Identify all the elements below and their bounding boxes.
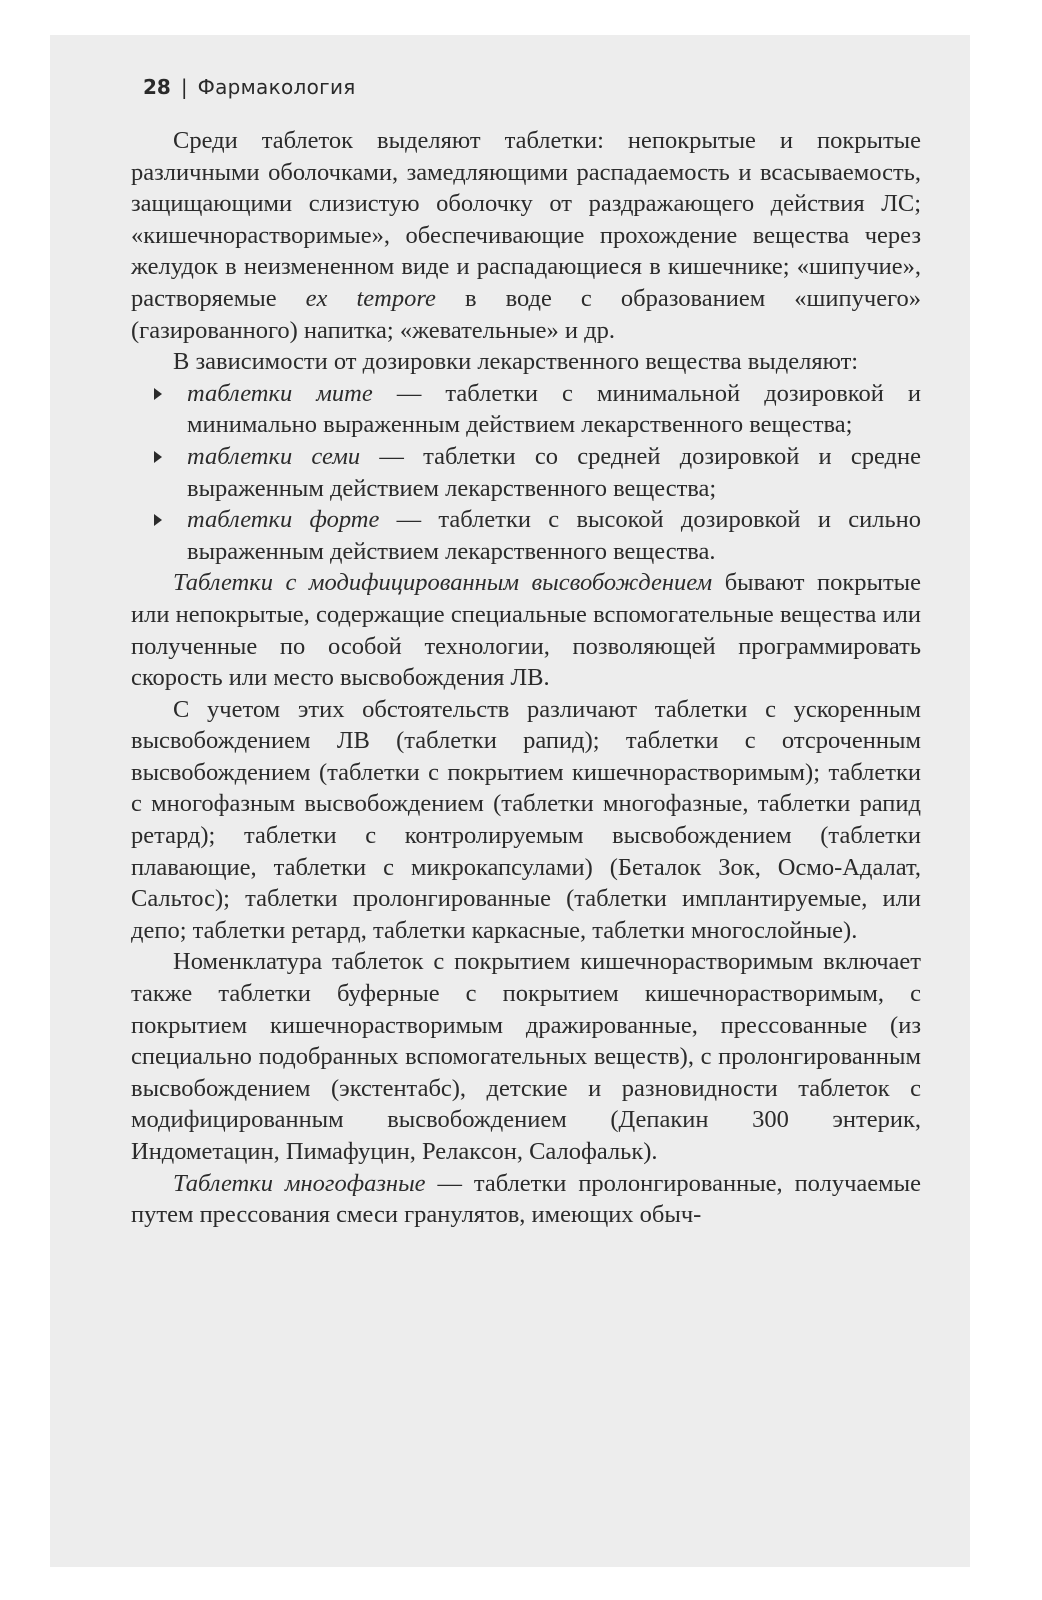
bullet-triangle-icon: [154, 514, 162, 526]
running-header: [143, 75, 356, 99]
latin-phrase: ex tempore: [305, 284, 436, 312]
paragraph-1: Среди таблеток выделяют таблетки: непокрытые и покрытые различными оболочками, замедляющими распадаемость и всасываемость, защищающими слизистую оболочку от раздражающего действия ЛС; «кишечнорастворимые», обеспечивающие прохождение вещества через желудок в неизмененном виде и распадающиеся в кишечнике; «шипучие», растворяемые ex tempore в воде с образованием «шипучего» (газированного) напитка; «жевательные» и др.: [131, 127, 922, 344]
bullet-triangle-icon: [154, 451, 162, 463]
list-term: таблетки форте: [187, 506, 380, 534]
header-title: Фармакология: [197, 75, 356, 99]
list-item: таблетки мите — таблетки с минимальной дозировкой и минимально выраженным действием лекарственного вещества;: [131, 378, 921, 441]
paragraph-3: Таблетки с модифицированным высвобождением бывают покрытые или непокрытые, содержащие специальные вспомогательные вещества или полученные по особой технологии, позволяющей программировать скорость или место высвобождения ЛВ.: [131, 569, 921, 692]
term-italic: Таблетки многофазные: [173, 1169, 426, 1197]
list-term: таблетки мите: [187, 379, 373, 407]
paragraph-4: С учетом этих обстоятельств различают таблетки с ускоренным высвобождением ЛВ (таблетки рапид); таблетки с отсроченным высвобождением (таблетки с покрытием кишечнорастворимым); таблетки с многофазным высвобождением (таблетки многофазные, таблетки рапид ретард); таблетки с контролируемым высвобождением (таблетки плавающие, таблетки с микрокапсулами) (Беталок Зок, Осмо-Адалат, Сальтос); таблетки пролонгированные (таблетки имплантируемые, или депо; таблетки ретард, таблетки каркасные, таблетки многослойные).: [131, 695, 921, 944]
paragraph-2: В зависимости от дозировки лекарственного вещества выделяют:: [173, 348, 859, 376]
bullet-triangle-icon: [154, 388, 162, 400]
list-term: таблетки семи: [187, 442, 361, 470]
dosage-list: [131, 378, 921, 568]
paragraph-5: Номенклатура таблеток с покрытием кишечнорастворимым включает также таблетки буферные с покрытием кишечнорастворимым, с покрытием кишечнорастворимым дражированные, прессованные (из специально подобранных вспомогательных веществ), с пролонгированным высвобождением (экстентабс), детские и разновидности таблеток с модифицированным высвобождением (Депакин 300 энтерик, Индометацин, Пимафуцин, Релаксон, Салофальк).: [131, 948, 921, 1165]
header-separator: |: [180, 75, 188, 99]
body-text: [131, 125, 921, 1231]
page-number: 28: [143, 75, 171, 99]
paragraph-6: Таблетки многофазные — таблетки пролонгированные, получаемые путем прессования смеси гранулятов, имеющих обыч-: [131, 1169, 921, 1229]
term-italic: Таблетки с модифицированным высвобождением: [173, 569, 713, 597]
list-item: таблетки форте — таблетки с высокой дозировкой и сильно выраженным действием лекарственного вещества.: [131, 504, 921, 567]
list-item: таблетки семи — таблетки со средней дозировкой и средне выраженным действием лекарственного вещества;: [131, 441, 921, 504]
